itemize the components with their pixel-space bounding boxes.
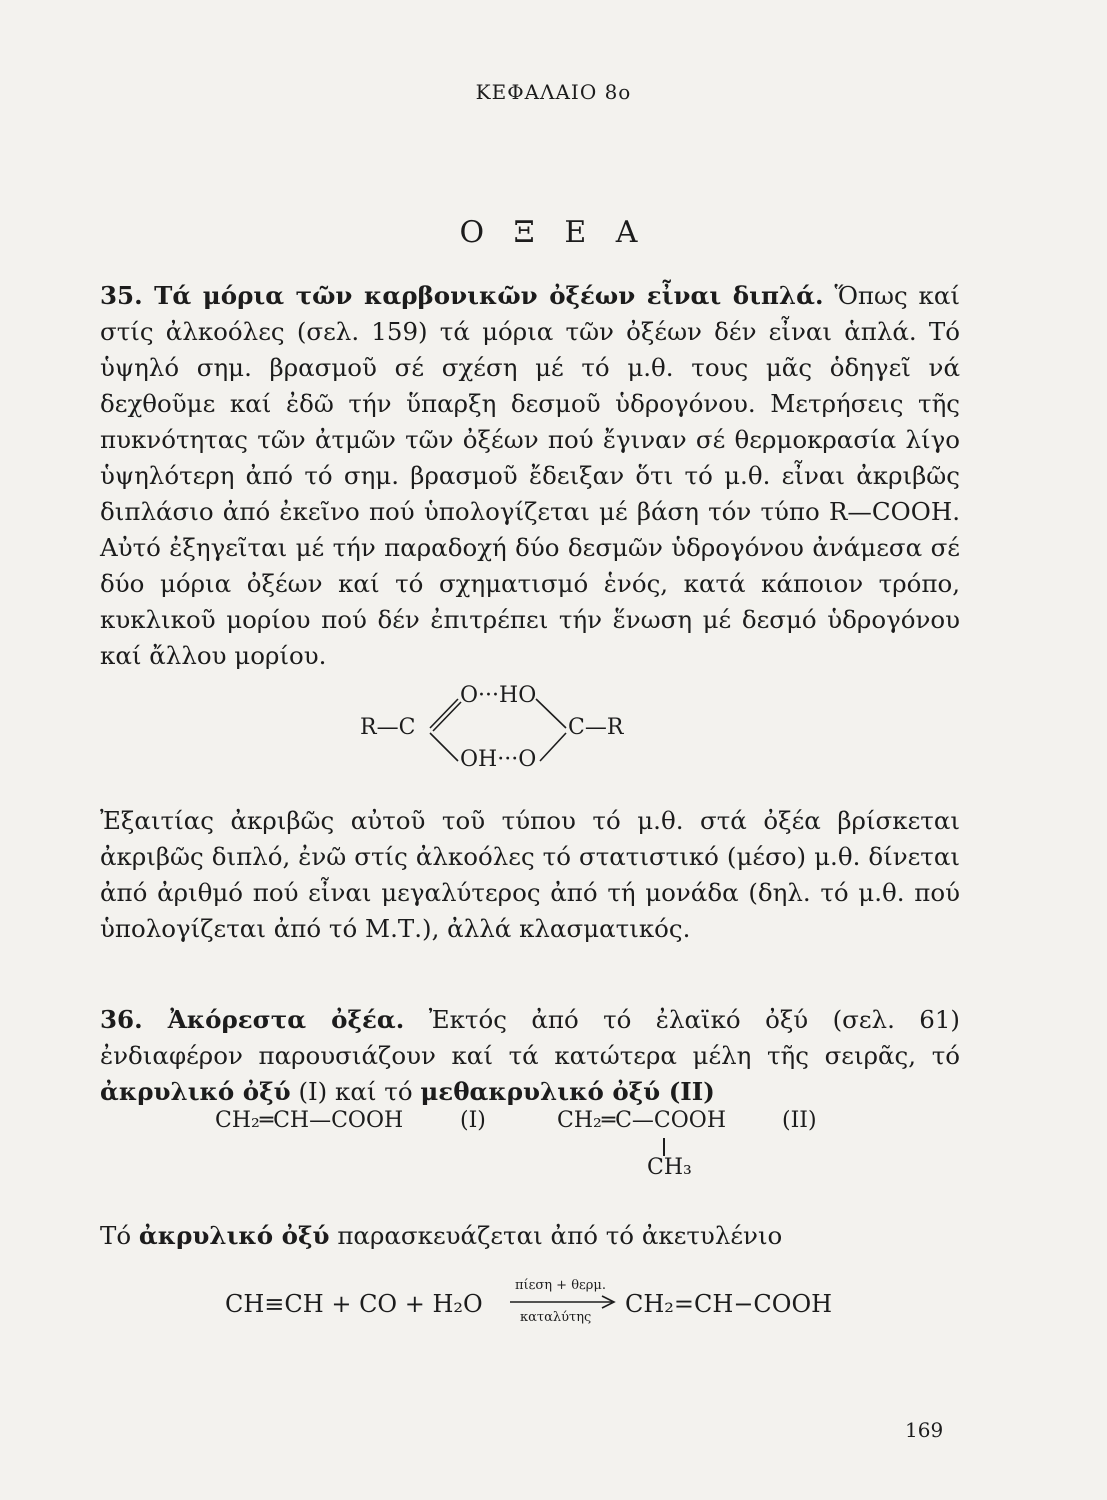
methacrylic-acid-term: μεθακρυλικό ὀξύ (ΙΙ): [420, 1077, 715, 1106]
reaction-catalyst: καταλύτης: [520, 1310, 592, 1325]
acrylic-acid-formula: CH₂═CH—COOH: [215, 1108, 404, 1133]
formula-label-1: (Ι): [460, 1108, 486, 1133]
prep-end: παρασκευάζεται ἀπό τό ἀκετυλένιο: [337, 1221, 783, 1250]
page-number: 169: [905, 1418, 944, 1442]
section-36-heading: 36. Ἀκόρεστα ὀξέα.: [100, 1005, 405, 1034]
acid-dimer-structure: [360, 683, 680, 783]
running-head: ΚΕΦΑΛΑΙΟ 8ο: [475, 80, 632, 104]
acrylic-acid-term: ἀκρυλικό ὀξύ: [100, 1077, 291, 1106]
reaction-product: CH₂=CH−COOH: [625, 1290, 833, 1318]
formula-label-2: (ΙΙ): [782, 1108, 817, 1133]
dimer-bottom-bridge: OH···O: [460, 747, 537, 772]
methyl-group: CH₃: [647, 1155, 692, 1180]
reaction-reactants: CH≡CH + CO + H₂O: [225, 1290, 483, 1318]
section-36-and: (Ι) καί τό: [298, 1077, 413, 1106]
methacrylic-acid-formula: CH₂═C—COOH: [557, 1108, 727, 1133]
section-36-body: Ἐκτός ἀπό τό ἐλαϊκό ὀξύ (σελ. 61) ἐνδιαφέρον παρουσιάζουν καί τά κατώτερα μέλη τῆς σειρᾶς, τό: [100, 1005, 960, 1070]
section-35-body: Ὅπως καί στίς ἀλκοόλες (σελ. 159) τά μόρια τῶν ὀξέων δέν εἶναι ἁπλά. Τό ὑψηλό σημ. βρασμοῦ σέ σχέση μέ τό μ.θ. τους μᾶς ὁδηγεῖ νά δεχθοῦμε καί ἐδῶ τήν ὕπαρξη δεσμοῦ ὑδρογόνου. Μετρήσεις τῆς πυκνότητας τῶν ἀτμῶν τῶν ὀξέων πού ἔγιναν σέ θερμοκρασία λίγο ὑψηλότερη ἀπό τό σημ. βρασμοῦ ἔδειξαν ὅτι τό μ.θ. εἶναι ἀκριβῶς διπλάσιο ἀπό ἐκεῖνο πού ὑπολογίζεται μέ βάση τόν τύπο R—COOH. Αὐτό ἐξηγεῖται μέ τήν παραδοχή δύο δεσμῶν ὑδρογόνου ἀνάμεσα σέ δύο μόρια ὀξέων καί τό σχηματισμό ἑνός, κατά κάποιον τρόπο, κυκλικοῦ μορίου πού δέν ἐπιτρέπει τήν ἕνωση μέ δεσμό ὑδρογόνου καί ἄλλου μορίου.: [100, 281, 960, 670]
prep-acrylic-term: ἀκρυλικό ὀξύ: [138, 1221, 330, 1250]
prep-start: Τό: [100, 1221, 132, 1250]
dimer-right-group: C—R: [568, 715, 624, 740]
section-35-heading: 35. Τά μόρια τῶν καρβονικῶν ὀξέων εἶναι διπλά.: [100, 281, 824, 310]
section-36-paragraph: [100, 1002, 960, 1110]
chapter-title: Ο Ξ Ε Α: [459, 215, 648, 250]
section-35-continuation: Ἐξαιτίας ἀκριβῶς αὐτοῦ τοῦ τύπου τό μ.θ. στά ὀξέα βρίσκεται ἀκριβῶς διπλό, ἐνῶ στίς ἀλκοόλες τό στατιστικό (μέσο) μ.θ. δίνεται ἀπό ἀριθμό πού εἶναι μεγαλύτερος ἀπό τή μονάδα (δηλ. τό μ.θ. πού ὑπολογίζεται ἀπό τό Μ.Τ.), ἀλλά κλασματικός.: [100, 806, 960, 943]
dimer-top-bridge: O···HO: [460, 683, 537, 708]
methyl-bond: [663, 1138, 665, 1156]
acrylic-preparation-sentence: [100, 1218, 960, 1254]
dimer-bonds: [360, 683, 680, 783]
dimer-left-group: R—C: [360, 715, 416, 740]
section-35-paragraph: [100, 278, 960, 674]
reaction-conditions: πίεση + θερμ.: [515, 1278, 606, 1293]
